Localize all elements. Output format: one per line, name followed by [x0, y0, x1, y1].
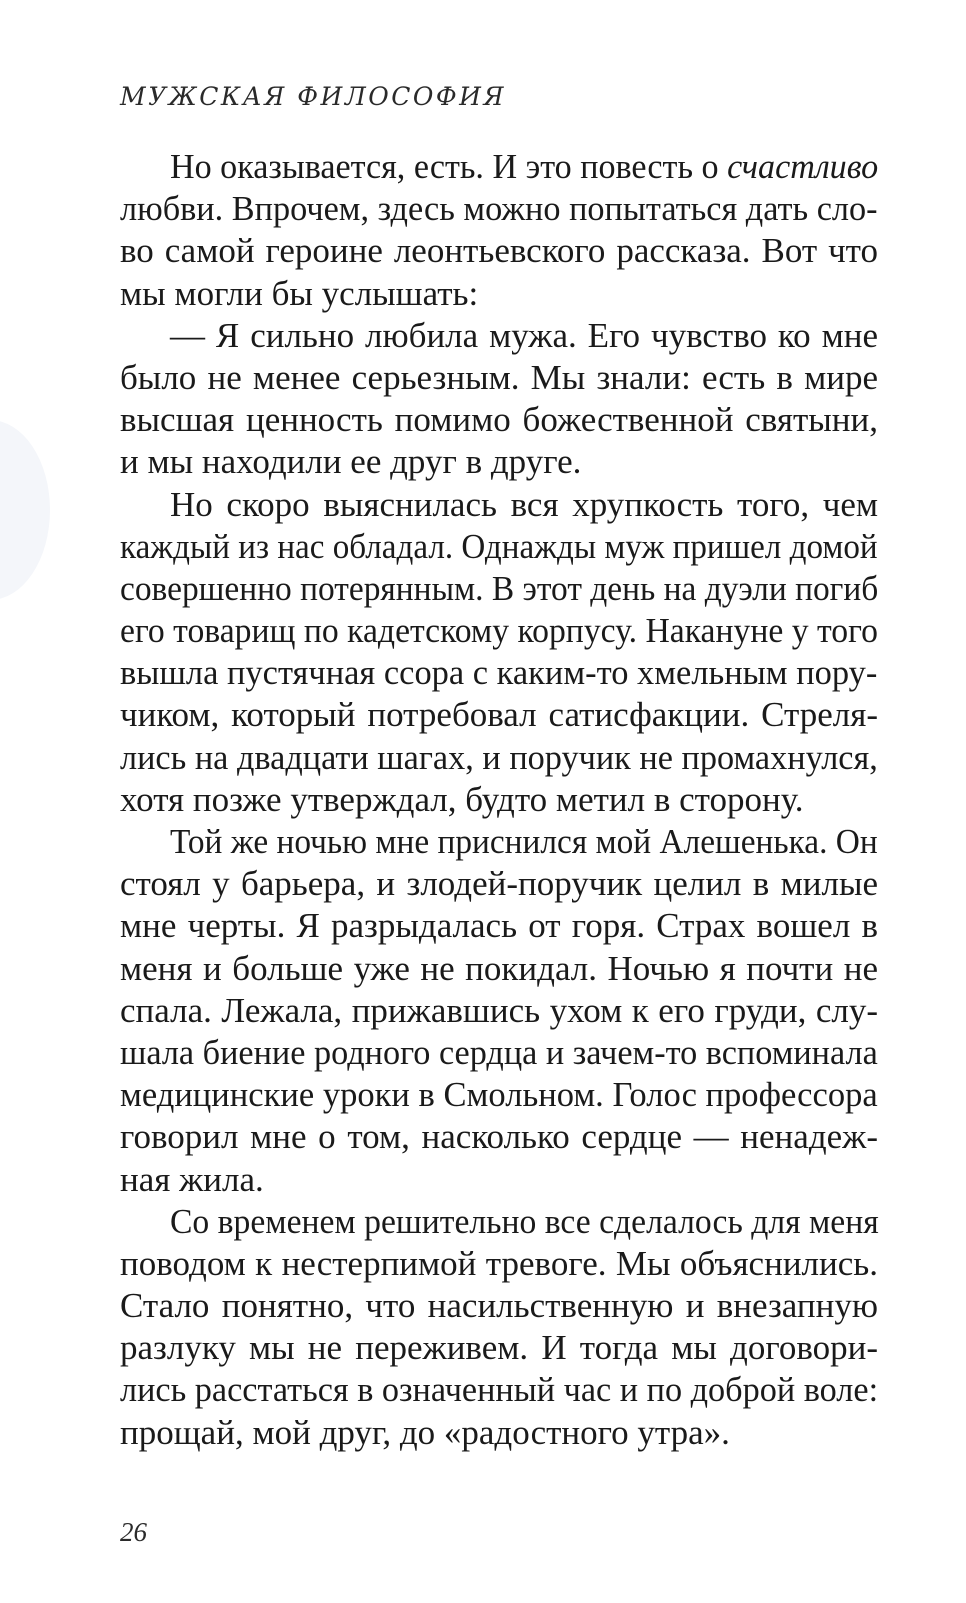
body-text: [120, 146, 878, 1454]
text-line: Той же ночью мне приснился мой Алешенька. Он: [170, 822, 878, 861]
text-line: говорил мне о том, насколько сердце — ненадеж-: [120, 1117, 878, 1157]
text-line: высшая ценность помимо божественной святыни,: [120, 400, 878, 440]
running-head: МУЖСКАЯ ФИЛОСОФИЯ: [120, 82, 507, 111]
text-line: было не менее серьезным. Мы знали: есть в мире: [120, 357, 878, 397]
text-line: во самой героине леонтьевского рассказа. Вот что: [120, 231, 878, 271]
text-line: Но скоро выяснилась вся хрупкость того, чем: [170, 484, 878, 524]
text-line: каждый из нас обладал. Однажды муж пришел домой: [120, 526, 878, 566]
text-line: Стало понятно, что насильственную и внезапную: [120, 1286, 878, 1326]
text-line: любви. Впрочем, здесь можно попытаться дать сло-: [120, 189, 878, 229]
text-line: шала биение родного сердца и зачем-то вспоминала: [120, 1032, 878, 1072]
text-line: стоял у барьера, и злодей-поручик целил в милые: [120, 864, 878, 904]
text-line: мы могли бы услышать:: [120, 273, 479, 313]
text-line: мне черты. Я разрыдалась от горя. Страх вошел в: [120, 906, 878, 946]
text-line: прощай, мой друг, до «радостного утра».: [120, 1412, 730, 1452]
text-line: медицинские уроки в Смольном. Голос профессора: [120, 1075, 878, 1115]
text-line: — Я сильно любила мужа. Его чувство ко мне: [170, 315, 878, 355]
text-line: его товарищ по кадетскому корпусу. Накануне у того: [120, 611, 878, 651]
text-line: вышла пустячная ссора с каким-то хмельным пору-: [120, 653, 878, 693]
page-shadow: [0, 420, 50, 600]
text-line: лись на двадцати шагах, и поручик не промахнулся,: [120, 737, 878, 777]
text-line: ная жила.: [120, 1159, 264, 1199]
text-line: и мы находили ее друг в друге.: [120, 442, 582, 482]
text-line: разлуку мы не переживем. И тогда мы договори-: [120, 1328, 878, 1368]
text-line: Но оказывается, есть. И это повесть о счастливо: [170, 147, 879, 186]
text-line: спала. Лежала, прижавшись ухом к его груди, слу-: [120, 990, 878, 1030]
text-line: чиком, который потребовал сатисфакции. Стреля-: [120, 695, 878, 735]
text-line: поводом к нестерпимой тревоге. Мы объяснились.: [120, 1243, 878, 1283]
text-line: меня и больше уже не покидал. Ночью я почти не: [120, 948, 878, 988]
text-line: хотя позже утверждал, будто метил в сторону.: [120, 779, 804, 819]
text-line: совершенно потерянным. В этот день на дуэли погиб: [120, 568, 879, 608]
text-line: лись расстаться в означенный час и по доброй воле:: [120, 1370, 879, 1410]
text-line: Со временем решительно все сделалось для меня: [170, 1201, 879, 1241]
page-number: 26: [120, 1517, 147, 1547]
